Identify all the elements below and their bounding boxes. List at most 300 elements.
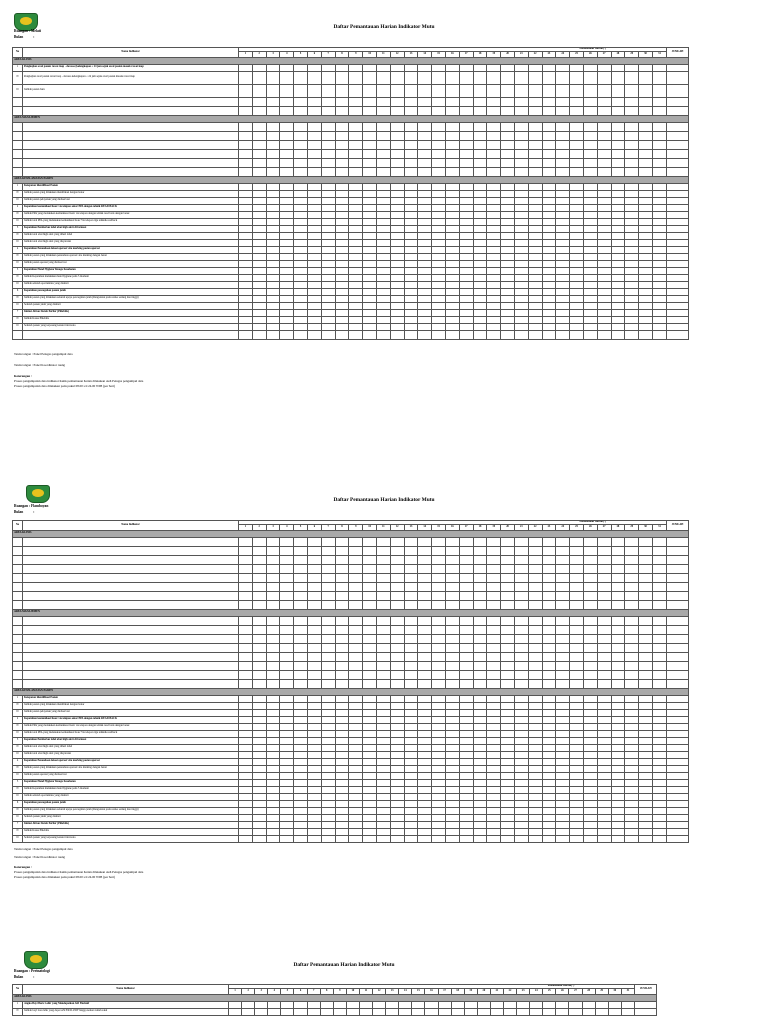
day-cell[interactable]	[487, 758, 501, 765]
day-cell[interactable]	[418, 616, 432, 625]
day-cell[interactable]	[556, 71, 570, 84]
day-cell[interactable]	[390, 302, 404, 309]
day-cell[interactable]	[418, 661, 432, 670]
day-cell[interactable]	[570, 695, 584, 702]
day-cell[interactable]	[597, 730, 611, 737]
day-cell[interactable]	[639, 71, 653, 84]
day-cell[interactable]	[583, 225, 597, 232]
day-cell[interactable]	[652, 246, 666, 253]
day-cell[interactable]	[528, 702, 542, 709]
day-cell[interactable]	[639, 625, 653, 634]
day-cell[interactable]	[597, 97, 611, 106]
day-cell[interactable]	[307, 765, 321, 772]
day-cell[interactable]	[487, 211, 501, 218]
day-cell[interactable]	[459, 652, 473, 661]
day-cell[interactable]	[528, 323, 542, 330]
day-cell[interactable]	[542, 744, 556, 751]
day-cell[interactable]	[542, 716, 556, 723]
day-cell[interactable]	[239, 218, 253, 225]
jumlah-cell[interactable]	[635, 1001, 657, 1008]
day-cell[interactable]	[239, 716, 253, 723]
jumlah-cell[interactable]	[667, 591, 689, 600]
day-cell[interactable]	[459, 555, 473, 564]
day-cell[interactable]	[570, 758, 584, 765]
day-cell[interactable]	[473, 625, 487, 634]
day-cell[interactable]	[583, 779, 597, 786]
day-cell[interactable]	[625, 537, 639, 546]
day-cell[interactable]	[280, 295, 294, 302]
day-cell[interactable]	[280, 661, 294, 670]
day-cell[interactable]	[639, 84, 653, 97]
day-cell[interactable]	[294, 828, 308, 835]
day-cell[interactable]	[459, 330, 473, 339]
day-cell[interactable]	[335, 316, 349, 323]
day-cell[interactable]	[570, 267, 584, 274]
day-cell[interactable]	[266, 246, 280, 253]
day-cell[interactable]	[570, 772, 584, 779]
day-cell[interactable]	[266, 190, 280, 197]
jumlah-cell[interactable]	[667, 97, 689, 106]
day-cell[interactable]	[473, 786, 487, 793]
day-cell[interactable]	[501, 71, 515, 84]
day-cell[interactable]	[583, 772, 597, 779]
jumlah-cell[interactable]	[667, 71, 689, 84]
day-cell[interactable]	[418, 744, 432, 751]
day-cell[interactable]	[570, 737, 584, 744]
day-cell[interactable]	[404, 807, 418, 814]
day-cell[interactable]	[556, 695, 570, 702]
day-cell[interactable]	[255, 1008, 268, 1015]
day-cell[interactable]	[321, 670, 335, 679]
day-cell[interactable]	[390, 793, 404, 800]
day-cell[interactable]	[390, 546, 404, 555]
day-cell[interactable]	[432, 616, 446, 625]
day-cell[interactable]	[432, 800, 446, 807]
day-cell[interactable]	[487, 537, 501, 546]
day-cell[interactable]	[294, 695, 308, 702]
day-cell[interactable]	[542, 323, 556, 330]
day-cell[interactable]	[307, 582, 321, 591]
jumlah-cell[interactable]	[667, 204, 689, 211]
day-cell[interactable]	[294, 679, 308, 688]
day-cell[interactable]	[528, 204, 542, 211]
day-cell[interactable]	[335, 582, 349, 591]
day-cell[interactable]	[487, 167, 501, 176]
day-cell[interactable]	[349, 253, 363, 260]
day-cell[interactable]	[335, 730, 349, 737]
day-cell[interactable]	[239, 239, 253, 246]
day-cell[interactable]	[487, 274, 501, 281]
day-cell[interactable]	[570, 190, 584, 197]
day-cell[interactable]	[528, 218, 542, 225]
day-cell[interactable]	[266, 158, 280, 167]
day-cell[interactable]	[307, 323, 321, 330]
day-cell[interactable]	[514, 634, 528, 643]
day-cell[interactable]	[280, 97, 294, 106]
day-cell[interactable]	[376, 652, 390, 661]
day-cell[interactable]	[252, 246, 266, 253]
jumlah-cell[interactable]	[667, 232, 689, 239]
day-cell[interactable]	[625, 309, 639, 316]
day-cell[interactable]	[321, 225, 335, 232]
day-cell[interactable]	[335, 190, 349, 197]
day-cell[interactable]	[514, 616, 528, 625]
day-cell[interactable]	[652, 744, 666, 751]
day-cell[interactable]	[570, 106, 584, 115]
day-cell[interactable]	[432, 323, 446, 330]
day-cell[interactable]	[625, 737, 639, 744]
day-cell[interactable]	[611, 751, 625, 758]
day-cell[interactable]	[252, 616, 266, 625]
day-cell[interactable]	[390, 211, 404, 218]
day-cell[interactable]	[652, 814, 666, 821]
day-cell[interactable]	[473, 97, 487, 106]
day-cell[interactable]	[432, 695, 446, 702]
day-cell[interactable]	[652, 323, 666, 330]
day-cell[interactable]	[501, 643, 515, 652]
day-cell[interactable]	[363, 239, 377, 246]
day-cell[interactable]	[266, 582, 280, 591]
day-cell[interactable]	[543, 1008, 556, 1015]
day-cell[interactable]	[501, 702, 515, 709]
day-cell[interactable]	[473, 546, 487, 555]
day-cell[interactable]	[390, 64, 404, 71]
day-cell[interactable]	[280, 555, 294, 564]
day-cell[interactable]	[528, 744, 542, 751]
day-cell[interactable]	[321, 122, 335, 131]
day-cell[interactable]	[418, 158, 432, 167]
day-cell[interactable]	[583, 246, 597, 253]
day-cell[interactable]	[418, 716, 432, 723]
day-cell[interactable]	[570, 625, 584, 634]
day-cell[interactable]	[321, 737, 335, 744]
day-cell[interactable]	[528, 737, 542, 744]
day-cell[interactable]	[625, 225, 639, 232]
day-cell[interactable]	[432, 709, 446, 716]
day-cell[interactable]	[639, 239, 653, 246]
day-cell[interactable]	[625, 71, 639, 84]
day-cell[interactable]	[652, 106, 666, 115]
day-cell[interactable]	[239, 537, 253, 546]
day-cell[interactable]	[459, 149, 473, 158]
day-cell[interactable]	[611, 232, 625, 239]
jumlah-cell[interactable]	[667, 625, 689, 634]
day-cell[interactable]	[294, 302, 308, 309]
day-cell[interactable]	[404, 573, 418, 582]
day-cell[interactable]	[652, 167, 666, 176]
day-cell[interactable]	[294, 793, 308, 800]
day-cell[interactable]	[459, 573, 473, 582]
day-cell[interactable]	[556, 670, 570, 679]
day-cell[interactable]	[625, 232, 639, 239]
day-cell[interactable]	[307, 814, 321, 821]
day-cell[interactable]	[501, 800, 515, 807]
day-cell[interactable]	[556, 64, 570, 71]
day-cell[interactable]	[556, 158, 570, 167]
day-cell[interactable]	[459, 716, 473, 723]
day-cell[interactable]	[404, 140, 418, 149]
day-cell[interactable]	[542, 131, 556, 140]
day-cell[interactable]	[418, 695, 432, 702]
day-cell[interactable]	[597, 158, 611, 167]
day-cell[interactable]	[404, 149, 418, 158]
day-cell[interactable]	[239, 323, 253, 330]
day-cell[interactable]	[597, 323, 611, 330]
day-cell[interactable]	[445, 225, 459, 232]
day-cell[interactable]	[239, 625, 253, 634]
day-cell[interactable]	[611, 600, 625, 609]
day-cell[interactable]	[528, 555, 542, 564]
day-cell[interactable]	[445, 218, 459, 225]
day-cell[interactable]	[432, 97, 446, 106]
day-cell[interactable]	[501, 106, 515, 115]
day-cell[interactable]	[307, 167, 321, 176]
day-cell[interactable]	[321, 190, 335, 197]
day-cell[interactable]	[639, 772, 653, 779]
day-cell[interactable]	[639, 661, 653, 670]
day-cell[interactable]	[625, 716, 639, 723]
day-cell[interactable]	[418, 679, 432, 688]
day-cell[interactable]	[252, 330, 266, 339]
day-cell[interactable]	[514, 64, 528, 71]
day-cell[interactable]	[390, 288, 404, 295]
day-cell[interactable]	[570, 288, 584, 295]
day-cell[interactable]	[542, 772, 556, 779]
day-cell[interactable]	[252, 274, 266, 281]
day-cell[interactable]	[652, 591, 666, 600]
day-cell[interactable]	[404, 158, 418, 167]
day-cell[interactable]	[639, 643, 653, 652]
day-cell[interactable]	[583, 232, 597, 239]
day-cell[interactable]	[252, 197, 266, 204]
day-cell[interactable]	[432, 131, 446, 140]
day-cell[interactable]	[386, 1008, 399, 1015]
day-cell[interactable]	[404, 211, 418, 218]
day-cell[interactable]	[652, 546, 666, 555]
day-cell[interactable]	[556, 679, 570, 688]
day-cell[interactable]	[363, 564, 377, 573]
day-cell[interactable]	[652, 835, 666, 842]
day-cell[interactable]	[556, 316, 570, 323]
day-cell[interactable]	[473, 260, 487, 267]
day-cell[interactable]	[597, 232, 611, 239]
day-cell[interactable]	[432, 670, 446, 679]
day-cell[interactable]	[349, 716, 363, 723]
day-cell[interactable]	[294, 1001, 307, 1008]
day-cell[interactable]	[501, 288, 515, 295]
day-cell[interactable]	[583, 821, 597, 828]
day-cell[interactable]	[404, 652, 418, 661]
day-cell[interactable]	[390, 786, 404, 793]
day-cell[interactable]	[464, 1008, 477, 1015]
day-cell[interactable]	[363, 772, 377, 779]
day-cell[interactable]	[639, 316, 653, 323]
day-cell[interactable]	[280, 281, 294, 288]
day-cell[interactable]	[294, 800, 308, 807]
day-cell[interactable]	[432, 807, 446, 814]
day-cell[interactable]	[570, 821, 584, 828]
day-cell[interactable]	[349, 591, 363, 600]
day-cell[interactable]	[376, 814, 390, 821]
day-cell[interactable]	[349, 779, 363, 786]
day-cell[interactable]	[597, 122, 611, 131]
day-cell[interactable]	[611, 197, 625, 204]
day-cell[interactable]	[239, 190, 253, 197]
day-cell[interactable]	[514, 800, 528, 807]
day-cell[interactable]	[639, 582, 653, 591]
day-cell[interactable]	[459, 267, 473, 274]
day-cell[interactable]	[390, 253, 404, 260]
day-cell[interactable]	[514, 316, 528, 323]
day-cell[interactable]	[432, 537, 446, 546]
day-cell[interactable]	[252, 149, 266, 158]
day-cell[interactable]	[239, 232, 253, 239]
day-cell[interactable]	[473, 140, 487, 149]
day-cell[interactable]	[363, 149, 377, 158]
day-cell[interactable]	[335, 71, 349, 84]
day-cell[interactable]	[294, 716, 308, 723]
day-cell[interactable]	[459, 765, 473, 772]
day-cell[interactable]	[459, 295, 473, 302]
day-cell[interactable]	[349, 204, 363, 211]
day-cell[interactable]	[294, 190, 308, 197]
day-cell[interactable]	[390, 765, 404, 772]
day-cell[interactable]	[625, 211, 639, 218]
day-cell[interactable]	[514, 122, 528, 131]
day-cell[interactable]	[363, 744, 377, 751]
day-cell[interactable]	[349, 316, 363, 323]
day-cell[interactable]	[363, 246, 377, 253]
day-cell[interactable]	[321, 197, 335, 204]
day-cell[interactable]	[611, 679, 625, 688]
day-cell[interactable]	[404, 800, 418, 807]
day-cell[interactable]	[473, 302, 487, 309]
day-cell[interactable]	[418, 149, 432, 158]
day-cell[interactable]	[570, 564, 584, 573]
day-cell[interactable]	[459, 695, 473, 702]
day-cell[interactable]	[280, 537, 294, 546]
day-cell[interactable]	[487, 302, 501, 309]
day-cell[interactable]	[349, 190, 363, 197]
day-cell[interactable]	[639, 835, 653, 842]
day-cell[interactable]	[459, 253, 473, 260]
day-cell[interactable]	[280, 807, 294, 814]
day-cell[interactable]	[280, 267, 294, 274]
day-cell[interactable]	[583, 786, 597, 793]
day-cell[interactable]	[459, 197, 473, 204]
day-cell[interactable]	[652, 765, 666, 772]
day-cell[interactable]	[404, 64, 418, 71]
day-cell[interactable]	[376, 730, 390, 737]
day-cell[interactable]	[445, 295, 459, 302]
day-cell[interactable]	[517, 1008, 530, 1015]
day-cell[interactable]	[335, 793, 349, 800]
day-cell[interactable]	[239, 295, 253, 302]
day-cell[interactable]	[376, 204, 390, 211]
day-cell[interactable]	[280, 786, 294, 793]
jumlah-cell[interactable]	[667, 267, 689, 274]
day-cell[interactable]	[294, 140, 308, 149]
jumlah-cell[interactable]	[667, 716, 689, 723]
day-cell[interactable]	[611, 661, 625, 670]
day-cell[interactable]	[418, 246, 432, 253]
day-cell[interactable]	[652, 616, 666, 625]
day-cell[interactable]	[349, 267, 363, 274]
day-cell[interactable]	[542, 616, 556, 625]
day-cell[interactable]	[611, 616, 625, 625]
day-cell[interactable]	[445, 267, 459, 274]
day-cell[interactable]	[280, 670, 294, 679]
day-cell[interactable]	[445, 625, 459, 634]
day-cell[interactable]	[542, 218, 556, 225]
day-cell[interactable]	[252, 625, 266, 634]
day-cell[interactable]	[294, 267, 308, 274]
day-cell[interactable]	[390, 140, 404, 149]
day-cell[interactable]	[570, 616, 584, 625]
day-cell[interactable]	[239, 158, 253, 167]
day-cell[interactable]	[252, 835, 266, 842]
day-cell[interactable]	[363, 71, 377, 84]
day-cell[interactable]	[349, 723, 363, 730]
day-cell[interactable]	[335, 288, 349, 295]
day-cell[interactable]	[597, 190, 611, 197]
day-cell[interactable]	[418, 573, 432, 582]
day-cell[interactable]	[652, 232, 666, 239]
day-cell[interactable]	[349, 730, 363, 737]
day-cell[interactable]	[473, 730, 487, 737]
day-cell[interactable]	[266, 821, 280, 828]
day-cell[interactable]	[294, 573, 308, 582]
day-cell[interactable]	[597, 84, 611, 97]
day-cell[interactable]	[376, 634, 390, 643]
day-cell[interactable]	[570, 131, 584, 140]
day-cell[interactable]	[376, 106, 390, 115]
day-cell[interactable]	[625, 106, 639, 115]
day-cell[interactable]	[625, 167, 639, 176]
day-cell[interactable]	[611, 744, 625, 751]
jumlah-cell[interactable]	[667, 239, 689, 246]
day-cell[interactable]	[542, 779, 556, 786]
day-cell[interactable]	[252, 573, 266, 582]
day-cell[interactable]	[445, 211, 459, 218]
jumlah-cell[interactable]	[667, 316, 689, 323]
day-cell[interactable]	[501, 149, 515, 158]
day-cell[interactable]	[445, 546, 459, 555]
day-cell[interactable]	[583, 64, 597, 71]
day-cell[interactable]	[583, 709, 597, 716]
day-cell[interactable]	[556, 140, 570, 149]
day-cell[interactable]	[459, 643, 473, 652]
day-cell[interactable]	[528, 246, 542, 253]
day-cell[interactable]	[363, 97, 377, 106]
day-cell[interactable]	[239, 546, 253, 555]
day-cell[interactable]	[459, 600, 473, 609]
day-cell[interactable]	[473, 814, 487, 821]
day-cell[interactable]	[335, 84, 349, 97]
day-cell[interactable]	[487, 652, 501, 661]
day-cell[interactable]	[294, 149, 308, 158]
day-cell[interactable]	[597, 793, 611, 800]
day-cell[interactable]	[321, 288, 335, 295]
day-cell[interactable]	[418, 828, 432, 835]
day-cell[interactable]	[625, 288, 639, 295]
day-cell[interactable]	[639, 573, 653, 582]
day-cell[interactable]	[404, 661, 418, 670]
day-cell[interactable]	[514, 821, 528, 828]
day-cell[interactable]	[445, 167, 459, 176]
day-cell[interactable]	[376, 616, 390, 625]
day-cell[interactable]	[625, 643, 639, 652]
